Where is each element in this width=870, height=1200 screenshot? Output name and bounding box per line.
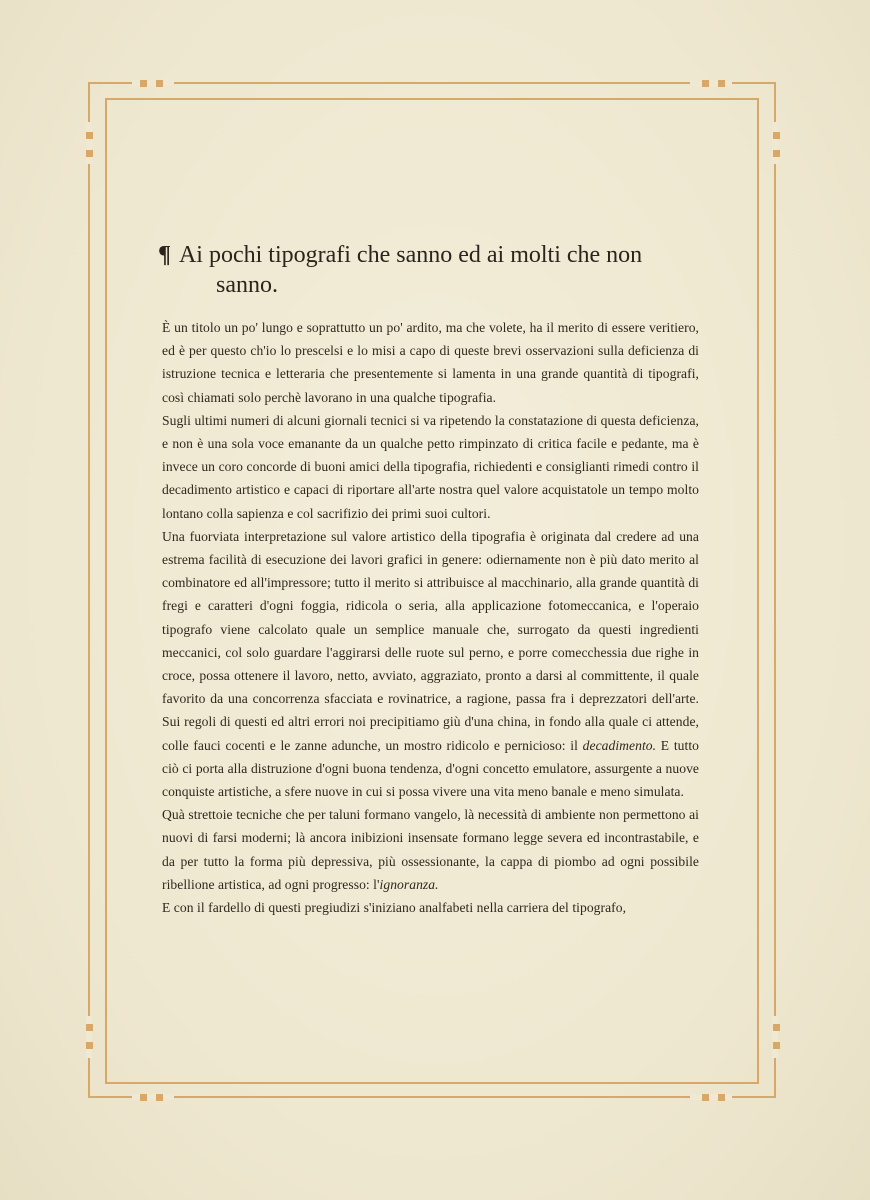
paragraph [162, 525, 699, 803]
ornament-square [156, 1094, 163, 1101]
section-heading [158, 240, 698, 300]
border-gap [132, 80, 174, 86]
ornament-square [702, 80, 709, 87]
ornament-square [86, 1042, 93, 1049]
paragraph: Sugli ultimi numeri di alcuni giornali tecnici si va ripetendo la constatazione di questa deficienza, e non è una sola voce emanante da un qualche petto rimpinzato di critica facile e pedante, ma è invece un coro concorde di buoni amici della tipografia, richiedenti e consiglianti rimedi contro il decadimento artistico e capaci di riportare all'arte nostra quel valore acquistatole un tempo molto lontano colla sapienza e col sacrifizio dei primi suoi cultori. [162, 412, 699, 521]
ornament-square [773, 1042, 780, 1049]
ornament-square [773, 150, 780, 157]
paragraph: È un titolo un po' lungo e soprattutto un po' ardito, ma che volete, ha il merito di essere veritiero, ed è per questo ch'io lo prescelsi e lo misi a capo di queste brevi osservazioni sulla deficienza di istruzione tecnica e letteraria che presentemente si lamenta in una grande quantità di tipografi, così chiamati solo perchè lavorano in una qualche tipografia. [162, 320, 699, 405]
italic-word: decadimento. [582, 737, 657, 753]
paragraph-text: E tutto ciò ci porta alla distruzione d'ogni buona tendenza, d'ogni concetto emulatore, assurgente a nuove conquiste artistiche, a sfere nuove in cui si possa vivere una vita meno banale e meno simulata. [162, 737, 699, 800]
paragraph-text: Quà strettoie tecniche che per taluni formano vangelo, là necessità di ambiente non permettono ai nuovi di farsi moderni; là ancora inibizioni insensate formano legge severa ed incontrastabile, e da per tutto la forma più depressiva, più ossessionante, la cappa di piombo ad ogni possibile ribellione artistica, ad ogni progresso: l' [162, 807, 699, 892]
border-gap [690, 1094, 732, 1100]
ornament-square [86, 150, 93, 157]
paragraph: E con il fardello di questi pregiudizi s'iniziano analfabeti nella carriera del tipografo, [162, 900, 627, 916]
border-gap [690, 80, 732, 86]
ornament-square [86, 132, 93, 139]
ornament-square [86, 1024, 93, 1031]
border-gap [772, 122, 778, 164]
ornament-square [718, 80, 725, 87]
ornament-square [140, 80, 147, 87]
body-text [162, 316, 699, 919]
ornament-square [718, 1094, 725, 1101]
ornament-square [773, 132, 780, 139]
paragraph [162, 803, 699, 896]
heading-line-1: Ai pochi tipografi che sanno ed ai molti che non [178, 242, 643, 268]
border-gap [86, 1016, 92, 1058]
ornament-square [140, 1094, 147, 1101]
paragraph-text: Una fuorviata interpretazione sul valore artistico della tipografia è originata dal credere ad una estrema facilità di esecuzione dei lavori grafici in genere: odiernamente non è più dato merito al combinatore ed all'impressore; tutto il merito si attribuisce al macchinario, alla grande quantità di fregi e caratteri d'ogni foggia, ridicola o seria, alla applicazione fotomeccanica, e l'operaio tipografo viene calcolato quale un semplice manuale che, surrogato da questi ingredienti meccanici, col solo guardare l'aggirarsi delle ruote sul perno, e porre comecchessia due righe in croce, possa ottenere il lavoro, netto, avviato, aggraziato, pronto a darsi al committente, il quale favorito da una concorrenza sfacciata e rovinatrice, a ragione, passa fra i deprezzatori dell'arte. Sui regoli di questi ed altri errori noi precipitiamo giù d'una china, in fondo alla quale ci attende, colle fauci cocenti e le zanne adunche, un mostro ridicolo e pernicioso: il [162, 528, 699, 753]
pilcrow-mark: ¶ [158, 242, 171, 268]
heading-line-2: sanno. [216, 272, 278, 298]
ornament-square [156, 80, 163, 87]
italic-word: ignoranza. [379, 876, 439, 892]
border-gap [772, 1016, 778, 1058]
border-gap [132, 1094, 174, 1100]
ornament-square [773, 1024, 780, 1031]
ornament-square [702, 1094, 709, 1101]
border-gap [86, 122, 92, 164]
